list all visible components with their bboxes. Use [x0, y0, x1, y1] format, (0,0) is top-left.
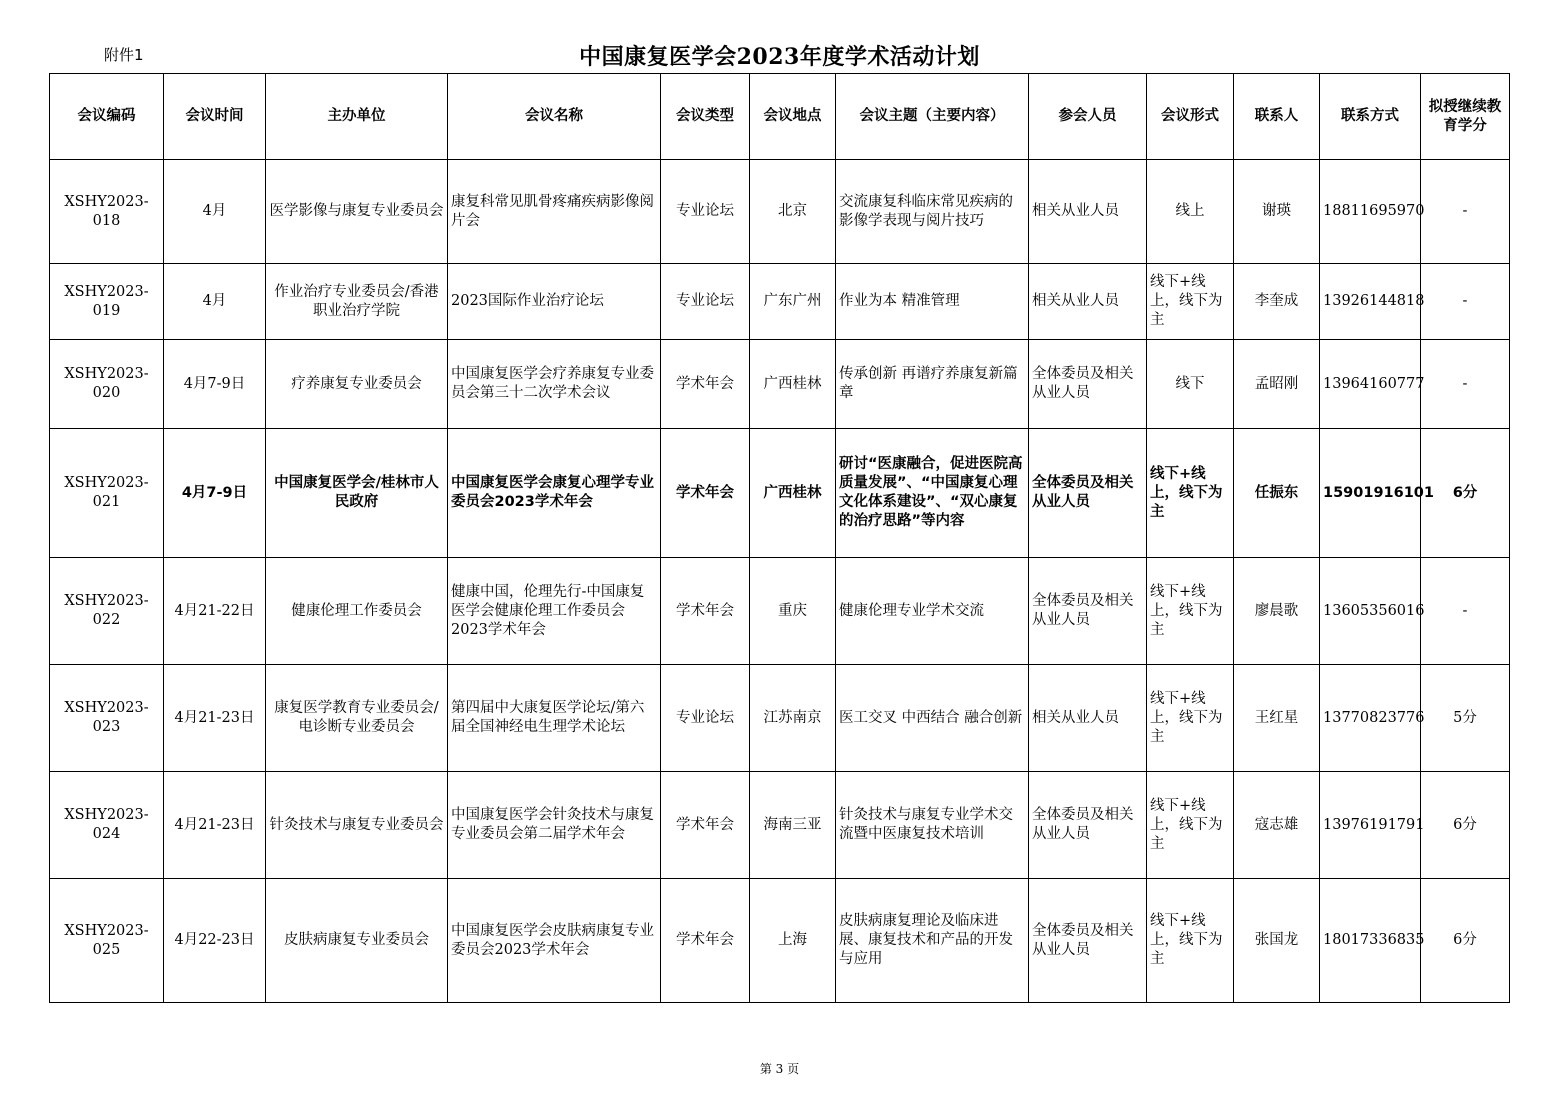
cell-attendees: 全体委员及相关从业人员	[1029, 558, 1147, 665]
cell-contact: 孟昭刚	[1234, 340, 1320, 429]
cell-name: 中国康复医学会针灸技术与康复专业委员会第二届学术年会	[448, 772, 661, 879]
cell-contact: 任振东	[1234, 429, 1320, 558]
cell-code: XSHY2023-020	[50, 340, 164, 429]
cell-host: 健康伦理工作委员会	[266, 558, 448, 665]
cell-type: 学术年会	[661, 429, 750, 558]
cell-type: 专业论坛	[661, 264, 750, 340]
header-theme: 会议主题（主要内容）	[836, 74, 1029, 160]
cell-name: 中国康复医学会疗养康复专业委员会第三十二次学术会议	[448, 340, 661, 429]
cell-place: 海南三亚	[750, 772, 836, 879]
header-credit: 拟授继续教育学分	[1421, 74, 1510, 160]
cell-format: 线下+线上，线下为主	[1147, 558, 1234, 665]
cell-format: 线下+线上，线下为主	[1147, 879, 1234, 1003]
page-title: 中国康复医学会2023年度学术活动计划	[579, 44, 980, 70]
cell-credit: 5分	[1421, 665, 1510, 772]
cell-host: 医学影像与康复专业委员会	[266, 160, 448, 264]
cell-theme: 皮肤病康复理论及临床进展、康复技术和产品的开发与应用	[836, 879, 1029, 1003]
cell-name: 中国康复医学会康复心理学专业委员会2023学术年会	[448, 429, 661, 558]
cell-theme: 交流康复科临床常见疾病的影像学表现与阅片技巧	[836, 160, 1029, 264]
cell-theme: 针灸技术与康复专业学术交流暨中医康复技术培训	[836, 772, 1029, 879]
cell-name: 中国康复医学会皮肤病康复专业委员会2023学术年会	[448, 879, 661, 1003]
page-number: 第 3 页	[759, 1062, 800, 1076]
cell-type: 学术年会	[661, 879, 750, 1003]
cell-place: 广东广州	[750, 264, 836, 340]
cell-place: 广西桂林	[750, 429, 836, 558]
header-contact: 联系人	[1234, 74, 1320, 160]
cell-contact: 王红星	[1234, 665, 1320, 772]
cell-host: 疗养康复专业委员会	[266, 340, 448, 429]
table-row	[50, 665, 1510, 772]
cell-attendees: 全体委员及相关从业人员	[1029, 772, 1147, 879]
header-place: 会议地点	[750, 74, 836, 160]
cell-contact: 廖晨歌	[1234, 558, 1320, 665]
cell-host: 皮肤病康复专业委员会	[266, 879, 448, 1003]
cell-phone: 13964160777	[1320, 340, 1421, 429]
cell-code: XSHY2023-023	[50, 665, 164, 772]
header-code: 会议编码	[50, 74, 164, 160]
cell-name: 健康中国，伦理先行-中国康复医学会健康伦理工作委员会2023学术年会	[448, 558, 661, 665]
cell-contact: 李奎成	[1234, 264, 1320, 340]
cell-host: 中国康复医学会/桂林市人民政府	[266, 429, 448, 558]
cell-place: 上海	[750, 879, 836, 1003]
header-host: 主办单位	[266, 74, 448, 160]
cell-name: 第四届中大康复医学论坛/第六届全国神经电生理学术论坛	[448, 665, 661, 772]
cell-format: 线下+线上，线下为主	[1147, 665, 1234, 772]
table-header-row	[50, 74, 1510, 160]
cell-attendees: 全体委员及相关从业人员	[1029, 429, 1147, 558]
cell-place: 北京	[750, 160, 836, 264]
cell-time: 4月21-23日	[164, 665, 266, 772]
cell-type: 学术年会	[661, 558, 750, 665]
cell-code: XSHY2023-018	[50, 160, 164, 264]
cell-code: XSHY2023-021	[50, 429, 164, 558]
header-phone: 联系方式	[1320, 74, 1421, 160]
cell-format: 线下+线上，线下为主	[1147, 429, 1234, 558]
cell-type: 专业论坛	[661, 665, 750, 772]
cell-format: 线上	[1147, 160, 1234, 264]
activity-plan-table	[49, 73, 1510, 1003]
header-type: 会议类型	[661, 74, 750, 160]
cell-contact: 谢瑛	[1234, 160, 1320, 264]
cell-attendees: 全体委员及相关从业人员	[1029, 879, 1147, 1003]
cell-format: 线下	[1147, 340, 1234, 429]
cell-time: 4月21-22日	[164, 558, 266, 665]
table-row	[50, 558, 1510, 665]
cell-credit: 6分	[1421, 772, 1510, 879]
cell-phone: 18811695970	[1320, 160, 1421, 264]
cell-phone: 15901916101	[1320, 429, 1421, 558]
header-attendees: 参会人员	[1029, 74, 1147, 160]
cell-code: XSHY2023-022	[50, 558, 164, 665]
cell-theme: 健康伦理专业学术交流	[836, 558, 1029, 665]
cell-theme: 传承创新 再谱疗养康复新篇章	[836, 340, 1029, 429]
cell-credit: -	[1421, 160, 1510, 264]
cell-credit: 6分	[1421, 429, 1510, 558]
cell-contact: 张国龙	[1234, 879, 1320, 1003]
header-format: 会议形式	[1147, 74, 1234, 160]
cell-time: 4月21-23日	[164, 772, 266, 879]
cell-attendees: 全体委员及相关从业人员	[1029, 340, 1147, 429]
cell-name: 2023国际作业治疗论坛	[448, 264, 661, 340]
cell-host: 作业治疗专业委员会/香港职业治疗学院	[266, 264, 448, 340]
cell-time: 4月	[164, 160, 266, 264]
cell-credit: 6分	[1421, 879, 1510, 1003]
cell-contact: 寇志雄	[1234, 772, 1320, 879]
table-row	[50, 160, 1510, 264]
cell-code: XSHY2023-019	[50, 264, 164, 340]
cell-phone: 13605356016	[1320, 558, 1421, 665]
cell-attendees: 相关从业人员	[1029, 160, 1147, 264]
cell-place: 广西桂林	[750, 340, 836, 429]
cell-theme: 作业为本 精准管理	[836, 264, 1029, 340]
header-time: 会议时间	[164, 74, 266, 160]
cell-format: 线下+线上，线下为主	[1147, 772, 1234, 879]
cell-host: 康复医学教育专业委员会/电诊断专业委员会	[266, 665, 448, 772]
cell-time: 4月	[164, 264, 266, 340]
cell-name: 康复科常见肌骨疼痛疾病影像阅片会	[448, 160, 661, 264]
cell-host: 针灸技术与康复专业委员会	[266, 772, 448, 879]
cell-phone: 13770823776	[1320, 665, 1421, 772]
cell-phone: 18017336835	[1320, 879, 1421, 1003]
cell-credit: -	[1421, 264, 1510, 340]
cell-phone: 13926144818	[1320, 264, 1421, 340]
cell-format: 线下+线上，线下为主	[1147, 264, 1234, 340]
table-row	[50, 429, 1510, 558]
cell-credit: -	[1421, 558, 1510, 665]
cell-time: 4月7-9日	[164, 429, 266, 558]
attachment-label: 附件1	[104, 46, 144, 64]
header-name: 会议名称	[448, 74, 661, 160]
cell-type: 学术年会	[661, 340, 750, 429]
cell-code: XSHY2023-024	[50, 772, 164, 879]
cell-time: 4月7-9日	[164, 340, 266, 429]
cell-type: 学术年会	[661, 772, 750, 879]
cell-place: 江苏南京	[750, 665, 836, 772]
cell-theme: 研讨“医康融合，促进医院高质量发展”、“中国康复心理文化体系建设”、“双心康复的治疗思路”等内容	[836, 429, 1029, 558]
cell-code: XSHY2023-025	[50, 879, 164, 1003]
cell-time: 4月22-23日	[164, 879, 266, 1003]
cell-phone: 13976191791	[1320, 772, 1421, 879]
cell-place: 重庆	[750, 558, 836, 665]
cell-credit: -	[1421, 340, 1510, 429]
table-row	[50, 340, 1510, 429]
table-row	[50, 264, 1510, 340]
cell-type: 专业论坛	[661, 160, 750, 264]
table-row	[50, 879, 1510, 1003]
cell-attendees: 相关从业人员	[1029, 264, 1147, 340]
cell-attendees: 相关从业人员	[1029, 665, 1147, 772]
cell-theme: 医工交叉 中西结合 融合创新	[836, 665, 1029, 772]
table-row	[50, 772, 1510, 879]
